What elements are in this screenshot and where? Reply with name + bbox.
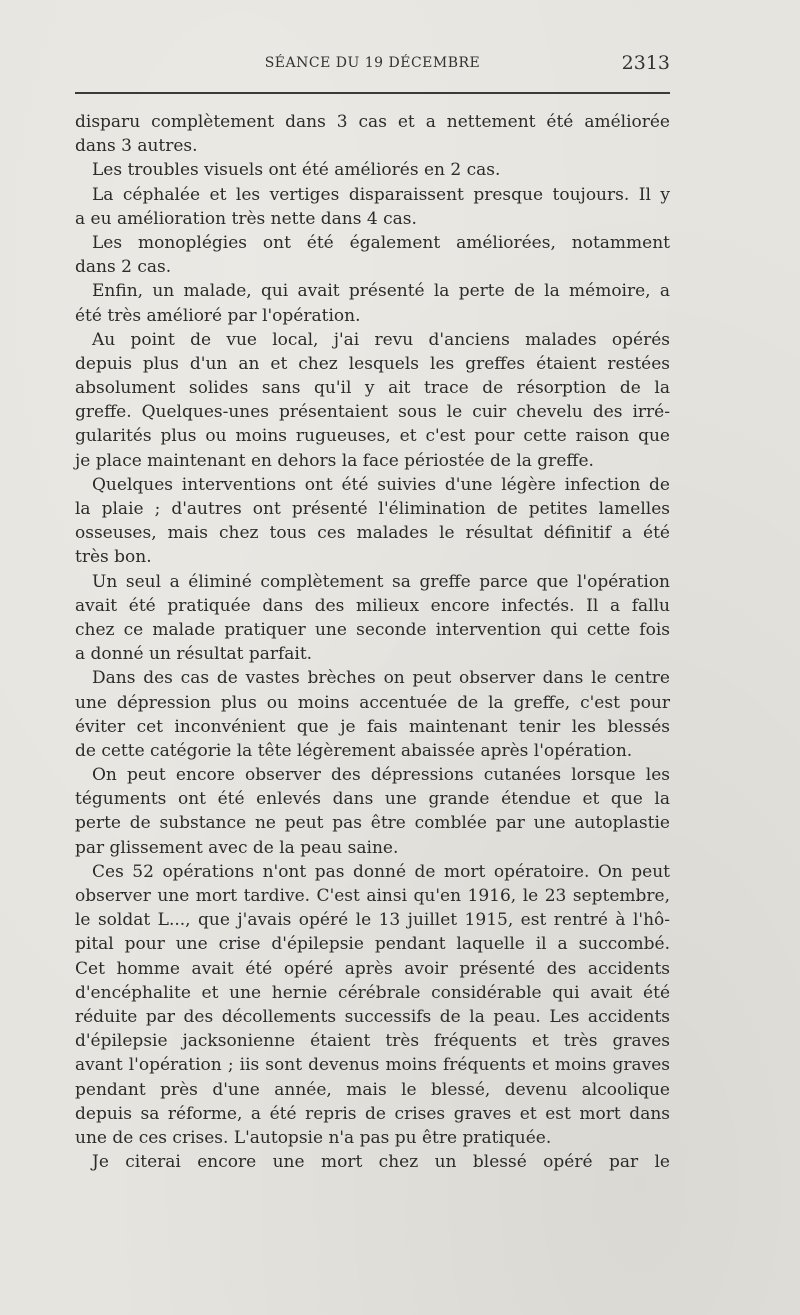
text-line: Quelques interventions ont été suivies d'une légère infection de xyxy=(92,474,670,495)
text-line: Un seul a éliminé complètement sa greffe parce que l'opération xyxy=(92,571,670,592)
text-line: Les monoplégies ont été également améliorées, notamment xyxy=(92,232,670,253)
text-line: Les troubles visuels ont été améliorés en 2 cas. xyxy=(92,160,501,181)
text-line: d'épilepsie jacksonienne étaient très fréquents et très graves xyxy=(75,1031,670,1052)
running-head xyxy=(75,52,670,76)
text-line: téguments ont été enlevés dans une grande étendue et que la xyxy=(75,789,670,810)
text-line: perte de substance ne peut pas être comblée par une autoplastie xyxy=(75,813,670,834)
text-line: avant l'opération ; iis sont devenus moins fréquents et moins graves xyxy=(75,1055,670,1076)
text-line: par glissement avec de la peau saine. xyxy=(75,837,399,858)
text-line: réduite par des décollements successifs de la peau. Les accidents xyxy=(75,1006,670,1027)
text-line: avait été pratiquée dans des milieux encore infectés. Il a fallu xyxy=(75,595,670,616)
text-line: a eu amélioration très nette dans 4 cas. xyxy=(75,208,417,229)
text-line: pendant près d'une année, mais le blessé, devenu alcoolique xyxy=(75,1079,670,1100)
text-line: osseuses, mais chez tous ces malades le résultat définitif a été xyxy=(75,523,670,544)
text-line: disparu complètement dans 3 cas et a nettement été améliorée xyxy=(75,112,670,132)
text-line: Dans des cas de vastes brèches on peut observer dans le centre xyxy=(92,668,670,689)
text-line: de cette catégorie la tête légèrement abaissée après l'opération. xyxy=(75,740,633,761)
text-line: greffe. Quelques-unes présentaient sous le cuir chevelu des irré- xyxy=(75,402,670,423)
text-line: été très amélioré par l'opération. xyxy=(75,305,361,326)
text-line: une dépression plus ou moins accentuée de la greffe, c'est pour xyxy=(75,692,670,713)
running-title: SÉANCE DU 19 DÉCEMBRE xyxy=(264,55,481,71)
text-line: Cet homme avait été opéré après avoir présenté des accidents xyxy=(75,958,670,979)
text-line: le soldat L..., que j'avais opéré le 13 juillet 1915, est rentré à l'hô- xyxy=(75,910,670,931)
text-line: gularités plus ou moins rugueuses, et c'est pour cette raison que xyxy=(75,426,670,447)
text-line: je place maintenant en dehors la face périostée de la greffe. xyxy=(75,450,594,471)
text-line: dans 3 autres. xyxy=(75,136,198,157)
text-line: La céphalée et les vertiges disparaissent presque toujours. Il y xyxy=(92,184,670,205)
text-line: Je citerai encore une mort chez un blessé opéré par le xyxy=(92,1152,670,1173)
text-line: dans 2 cas. xyxy=(75,257,172,278)
text-line: depuis sa réforme, a été repris de crises graves et est mort dans xyxy=(75,1103,670,1124)
page-number: 2313 xyxy=(621,52,670,74)
text-line: Au point de vue local, j'ai revu d'anciens malades opérés xyxy=(92,329,670,350)
text-line: depuis plus d'un an et chez lesquels les greffes étaient restées xyxy=(75,353,670,374)
header-rule xyxy=(75,92,670,94)
body-text xyxy=(75,110,670,1174)
text-line: une de ces crises. L'autopsie n'a pas pu être pratiquée. xyxy=(75,1127,552,1148)
text-line: très bon. xyxy=(75,547,152,568)
text-line: chez ce malade pratiquer une seconde intervention qui cette fois xyxy=(75,619,670,640)
text-line: pital pour une crise d'épilepsie pendant laquelle il a succombé. xyxy=(75,934,670,955)
text-line: a donné un résultat parfait. xyxy=(75,644,313,665)
text-line: observer une mort tardive. C'est ainsi qu'en 1916, le 23 septembre, xyxy=(75,886,670,906)
text-line: la plaie ; d'autres ont présenté l'élimination de petites lamelles xyxy=(75,499,670,519)
text-line: éviter cet inconvénient que je fais maintenant tenir les blessés xyxy=(75,716,670,737)
text-line: Ces 52 opérations n'ont pas donné de mort opératoire. On peut xyxy=(92,861,670,882)
text-line: absolument solides sans qu'il y ait trace de résorption de la xyxy=(75,378,670,399)
text-line: Enfin, un malade, qui avait présenté la perte de la mémoire, a xyxy=(92,281,670,302)
text-line: d'encéphalite et une hernie cérébrale considérable qui avait été xyxy=(75,982,670,1003)
text-line: On peut encore observer des dépressions cutanées lorsque les xyxy=(92,765,670,786)
